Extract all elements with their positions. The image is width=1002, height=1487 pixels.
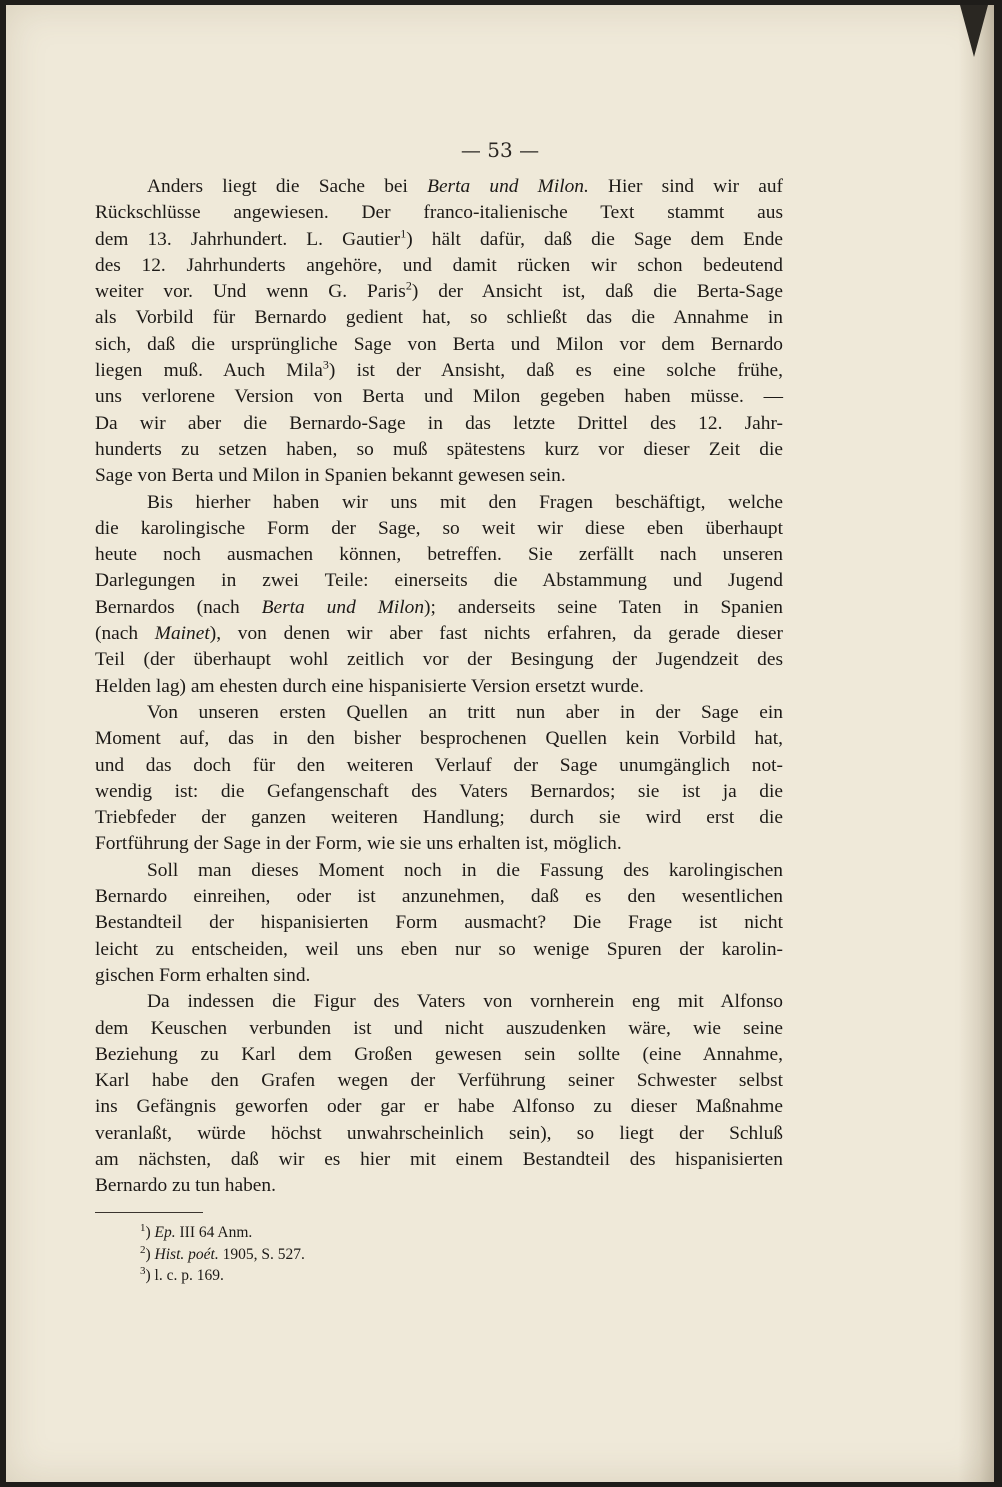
paragraph (95, 700, 783, 858)
text-line (95, 516, 783, 542)
footnotes (140, 1222, 640, 1287)
text-run: Da indessen die Figur des Vaters von vornherein eng mit Alfonso (147, 991, 783, 1013)
text-run: ) hält dafür, daß die Sage dem Ende (406, 228, 783, 250)
text-run: als Vorbild für Bernardo gedient hat, so schließt das die Annahme in (95, 307, 783, 329)
italic-title: Mainet (154, 623, 210, 645)
footnote-marker: 3 (322, 357, 329, 372)
text-run: ); anderseits seine Taten in Spanien (424, 596, 783, 618)
text-run: dem 13. Jahrhundert. L. Gautier (95, 228, 401, 250)
text-line (95, 963, 783, 989)
text-run: Beziehung zu Karl dem Großen gewesen sein sollte (eine Annahme, (95, 1043, 783, 1065)
text-line (95, 542, 783, 568)
text-run: Fortführung der Sage in der Form, wie sie uns erhalten ist, möglich. (95, 833, 622, 855)
italic-title: Berta und Milon (261, 596, 425, 618)
text-run: uns verlorene Version von Berta und Milon gegeben haben müsse. — (95, 386, 783, 408)
text-line (95, 568, 783, 594)
text-run: III 64 Anm. (175, 1224, 253, 1241)
text-line (95, 463, 783, 489)
text-line (95, 200, 783, 226)
italic-title: Berta und Milon. (427, 176, 589, 197)
paragraph (95, 989, 783, 1199)
italic-title: Hist. poét. (154, 1245, 219, 1263)
text-run: wendig ist: die Gefangenschaft des Vaters Bernardos; sie ist ja die (95, 780, 783, 802)
text-run: weiter vor. Und wenn G. Paris (95, 281, 406, 303)
text-run: des 12. Jahrhunderts angehöre, und damit rücken wir schon bedeutend (95, 254, 783, 276)
text-run: Da wir aber die Bernardo-Sage in das letzte Drittel des 12. Jahr- (95, 412, 783, 434)
page-number: — 53 — (460, 138, 540, 162)
text-run: ) der Ansicht ist, daß die Berta-Sage (411, 281, 783, 303)
footnote (140, 1265, 640, 1287)
text-run: Von unseren ersten Quellen an tritt nun aber in der Sage ein (147, 701, 783, 723)
text-line (95, 174, 783, 200)
text-run: ) (145, 1224, 155, 1241)
text-run: Sage von Berta und Milon in Spanien bekannt gewesen sein. (95, 465, 566, 487)
text-line (95, 674, 783, 700)
text-line (95, 1147, 783, 1173)
text-line (95, 937, 783, 963)
text-line (95, 989, 783, 1015)
text-run: Bernardo zu tun haben. (95, 1175, 276, 1197)
text-run: Anders liegt die Sache bei (147, 176, 428, 197)
text-run: ) ist der Ansisht, daß es eine solche frühe, (328, 360, 783, 382)
text-line (95, 595, 783, 621)
text-line (95, 726, 783, 752)
text-run: heute noch ausmachen können, betreffen. Sie zerfällt nach unseren (95, 544, 783, 566)
page-edge-shadow (958, 5, 994, 1482)
footnote-marker: 2 (140, 1243, 146, 1256)
text-line (95, 1121, 783, 1147)
text-run: Karl habe den Grafen wegen der Verführung seiner Schwester selbst (95, 1070, 783, 1092)
text-run: sich, daß die ursprüngliche Sage von Berta und Milon vor dem Bernardo (95, 333, 783, 355)
text-line (95, 1173, 783, 1199)
text-line (95, 700, 783, 726)
text-run: liegen muß. Auch Mila (95, 360, 323, 382)
text-line (95, 1068, 783, 1094)
text-run: ) l. c. p. 169. (145, 1267, 224, 1284)
body-text (95, 174, 783, 1200)
text-line (95, 858, 783, 884)
text-line (95, 1094, 783, 1120)
text-run: ) (145, 1245, 155, 1263)
text-run: Bernardo einreihen, oder ist anzunehmen, daß es den wesentlichen (95, 886, 783, 908)
footnote-marker: 2 (405, 278, 412, 293)
paragraph (95, 174, 783, 490)
text-run: Darlegungen in zwei Teile: einerseits die Abstammung und Jugend (95, 570, 783, 592)
text-line (95, 227, 783, 253)
text-run: Helden lag) am ehesten durch eine hispanisierte Version ersetzt wurde. (95, 675, 644, 697)
text-run: Triebfeder der ganzen weiteren Handlung; durch sie wird erst die (95, 807, 783, 829)
text-run: gischen Form erhalten sind. (95, 964, 311, 986)
italic-title: Ep. (154, 1224, 176, 1241)
text-line (95, 884, 783, 910)
text-run: dem Keuschen verbunden ist und nicht auszudenken wäre, wie seine (95, 1017, 783, 1039)
text-line (95, 805, 783, 831)
text-run: ins Gefängnis geworfen oder gar er habe Alfonso zu dieser Maßnahme (95, 1096, 783, 1118)
text-line (95, 910, 783, 936)
text-run: Rückschlüsse angewiesen. Der franco-italienische Text stammt aus (95, 202, 783, 224)
text-run: und das doch für den weiteren Verlauf der Sage unumgänglich not- (95, 754, 783, 776)
footnote (140, 1222, 640, 1244)
footnote (140, 1244, 640, 1266)
text-line (95, 831, 783, 857)
text-line (95, 384, 783, 410)
bookmark-tab (960, 5, 988, 57)
text-line (95, 305, 783, 331)
text-run: Bestandteil der hispanisierten Form ausmacht? Die Frage ist nicht (95, 912, 783, 934)
text-run: Bernardos (nach (95, 596, 262, 618)
text-line (95, 1042, 783, 1068)
text-run: Teil (der überhaupt wohl zeitlich vor der Besingung der Jugendzeit des (95, 649, 783, 671)
text-line (95, 621, 783, 647)
text-run: Bis hierher haben wir uns mit den Fragen beschäftigt, welche (147, 491, 783, 513)
text-run: am nächsten, daß wir es hier mit einem Bestandteil des hispanisierten (95, 1148, 783, 1170)
text-line (95, 753, 783, 779)
text-run: Moment auf, das in den bisher besprochenen Quellen kein Vorbild hat, (95, 728, 783, 750)
footnote-marker: 1 (140, 1221, 146, 1234)
footnote-marker: 3 (140, 1264, 146, 1277)
text-line (95, 647, 783, 673)
text-run: veranlaßt, würde höchst unwahrscheinlich sein), so liegt der Schluß (95, 1122, 783, 1144)
text-run: Hier sind wir auf (588, 176, 783, 197)
text-run: hunderts zu setzen haben, so muß spätestens kurz vor dieser Zeit die (95, 438, 783, 460)
text-run: die karolingische Form der Sage, so weit wir diese eben überhaupt (95, 517, 783, 539)
paragraph (95, 490, 783, 700)
text-run: ), von denen wir aber fast nichts erfahren, da gerade dieser (209, 623, 783, 645)
text-run: Soll man dieses Moment noch in die Fassung des karolingischen (147, 859, 783, 881)
text-line (95, 358, 783, 384)
text-line (95, 779, 783, 805)
footnote-rule (95, 1212, 203, 1213)
text-line (95, 411, 783, 437)
text-run: (nach (95, 623, 155, 645)
text-line (95, 279, 783, 305)
text-line (95, 332, 783, 358)
footnote-marker: 1 (400, 226, 407, 241)
text-line (95, 437, 783, 463)
text-run: leicht zu entscheiden, weil uns eben nur so wenige Spuren der karolin- (95, 938, 783, 960)
text-line (95, 490, 783, 516)
paragraph (95, 858, 783, 989)
text-run: 1905, S. 527. (218, 1245, 305, 1263)
text-line (95, 1016, 783, 1042)
text-line (95, 253, 783, 279)
